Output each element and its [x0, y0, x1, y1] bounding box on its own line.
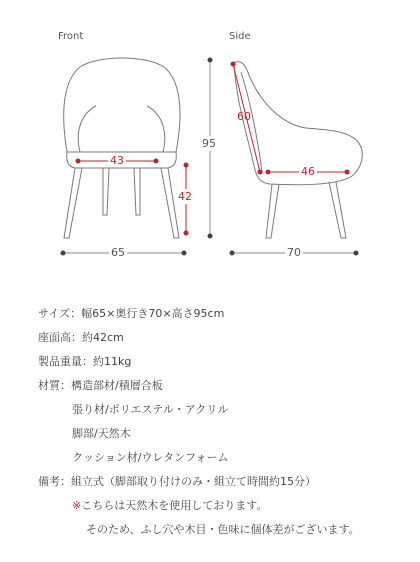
- total-depth-value: 70: [287, 246, 301, 259]
- note-line-1: [72, 497, 267, 513]
- front-chair-outline: [64, 58, 180, 238]
- spec-remarks: 備考：組立式（脚部取り付けのみ・組立て時間約15分）: [38, 475, 316, 488]
- spec-material-upholstery: 張り材/ポリエステル・アクリル: [72, 403, 229, 416]
- total-height-value: 95: [202, 137, 216, 150]
- front-view-label: Front: [58, 31, 84, 42]
- spec-weight: 製品重量：約11kg: [38, 355, 132, 368]
- spec-material-legs: 脚部/天然木: [72, 427, 131, 440]
- spec-seat-height: 座面高：約42cm: [38, 331, 124, 344]
- note-text-1: こちらは天然木を使用しております。: [81, 499, 268, 512]
- note-mark: ※: [72, 499, 82, 512]
- spec-size: サイズ：幅65×奥行き70×高さ95cm: [38, 307, 225, 320]
- spec-material: 材質：構造部材/積層合板: [38, 379, 163, 392]
- seat-depth-value: 46: [301, 165, 315, 178]
- note-line-2: そのため、ふし穴や木目・色味に個体差がございます。: [86, 523, 360, 536]
- front-seat-width-value: 43: [110, 154, 124, 167]
- side-chair-outline: [234, 62, 362, 238]
- back-height-value: 60: [237, 110, 251, 123]
- side-view-label: Side: [229, 31, 251, 42]
- front-width-value: 65: [111, 246, 125, 259]
- spec-material-cushion: クッション材/ウレタンフォーム: [72, 451, 229, 464]
- seat-height-value: 42: [178, 190, 192, 203]
